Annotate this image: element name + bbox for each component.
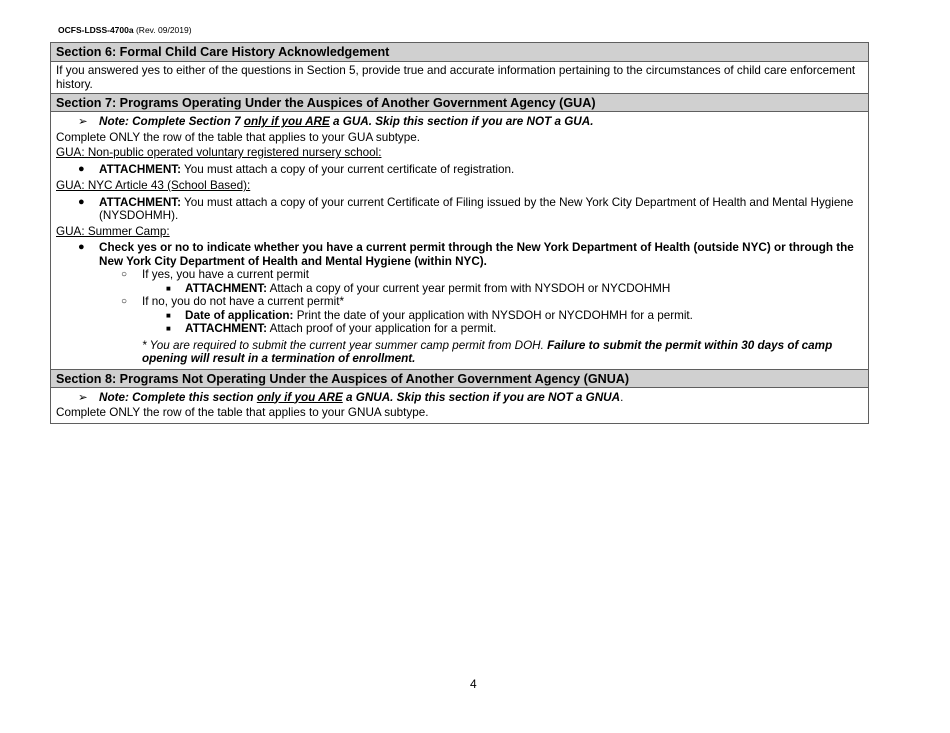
article43-attachment-item: ● ATTACHMENT: You must attach a copy of your current Certificate of Filing issued by the New York City Department of Health and Mental Hygiene (NYSDOHMH). [78, 195, 854, 222]
arrow-bullet-icon: ➢ [78, 390, 88, 404]
section-7-note: ➢ Note: Complete Section 7 only if you ARE a GUA. Skip this section if you are NOT a GUA. [78, 115, 594, 128]
if-yes-item: ○ If yes, you have a current permit [121, 268, 309, 281]
form-code: OCFS-LDSS-4700a [58, 25, 134, 35]
camp-permit-check-item: ● Check yes or no to indicate whether you have a current permit through the New York Department of Health (outside NYC) or through the New York City Department of Health and Mental Hygiene (within NYC). [78, 241, 854, 268]
circle-bullet-icon: ○ [121, 296, 128, 307]
section-7-header: Section 7: Programs Operating Under the Auspices of Another Government Agency (GUA) [51, 93, 868, 112]
disc-bullet-icon: ● [78, 241, 85, 253]
square-bullet-icon: ■ [166, 324, 171, 333]
nursery-attachment-item: ● ATTACHMENT: You must attach a copy of your current certificate of registration. [78, 162, 515, 176]
no-attachment-item: ■ ATTACHMENT: Attach proof of your application for a permit. [166, 322, 497, 335]
section-6-header: Section 6: Formal Child Care History Acknowledgement [51, 43, 868, 62]
circle-bullet-icon: ○ [121, 269, 128, 280]
gua-article43-subtitle: GUA: NYC Article 43 (School Based): [56, 179, 251, 192]
form-rev: (Rev. 09/2019) [135, 25, 192, 35]
section-8-complete-only: Complete ONLY the row of the table that applies to your GNUA subtype. [56, 406, 429, 419]
camp-permit-footnote: * You are required to submit the current year summer camp permit from DOH. Failure to submit the permit within 30 days of camp opening will result in a termination of enrollment. [142, 338, 833, 365]
section-8-header: Section 8: Programs Not Operating Under the Auspices of Another Government Agency (GNUA) [51, 369, 868, 388]
square-bullet-icon: ■ [166, 283, 171, 293]
form-table [50, 42, 869, 424]
disc-bullet-icon: ● [78, 162, 85, 175]
section-8-note: ➢ Note: Complete this section only if you ARE a GNUA. Skip this section if you are NOT a GNUA. [78, 390, 624, 404]
yes-attachment-item: ■ ATTACHMENT: Attach a copy of your current year permit from with NYSDOH or NYCDOHMH [166, 281, 671, 295]
section-6-body: If you answered yes to either of the questions in Section 5, provide true and accurate information pertaining to the circumstances of child care enforcement history. [56, 64, 856, 91]
date-of-application-item: ■ Date of application: Print the date of your application with NYSDOH or NYCDOHMH for a permit. [166, 308, 693, 322]
square-bullet-icon: ■ [166, 310, 171, 320]
section-7-complete-only: Complete ONLY the row of the table that applies to your GUA subtype. [56, 130, 421, 144]
form-id [58, 25, 192, 35]
disc-bullet-icon: ● [78, 195, 85, 208]
arrow-bullet-icon: ➢ [78, 115, 88, 128]
if-no-item: ○ If no, you do not have a current permit* [121, 295, 345, 308]
gua-summer-camp-subtitle: GUA: Summer Camp: [56, 224, 170, 238]
page-number: 4 [470, 677, 477, 691]
gua-nursery-subtitle: GUA: Non-public operated voluntary registered nursery school: [56, 146, 382, 159]
